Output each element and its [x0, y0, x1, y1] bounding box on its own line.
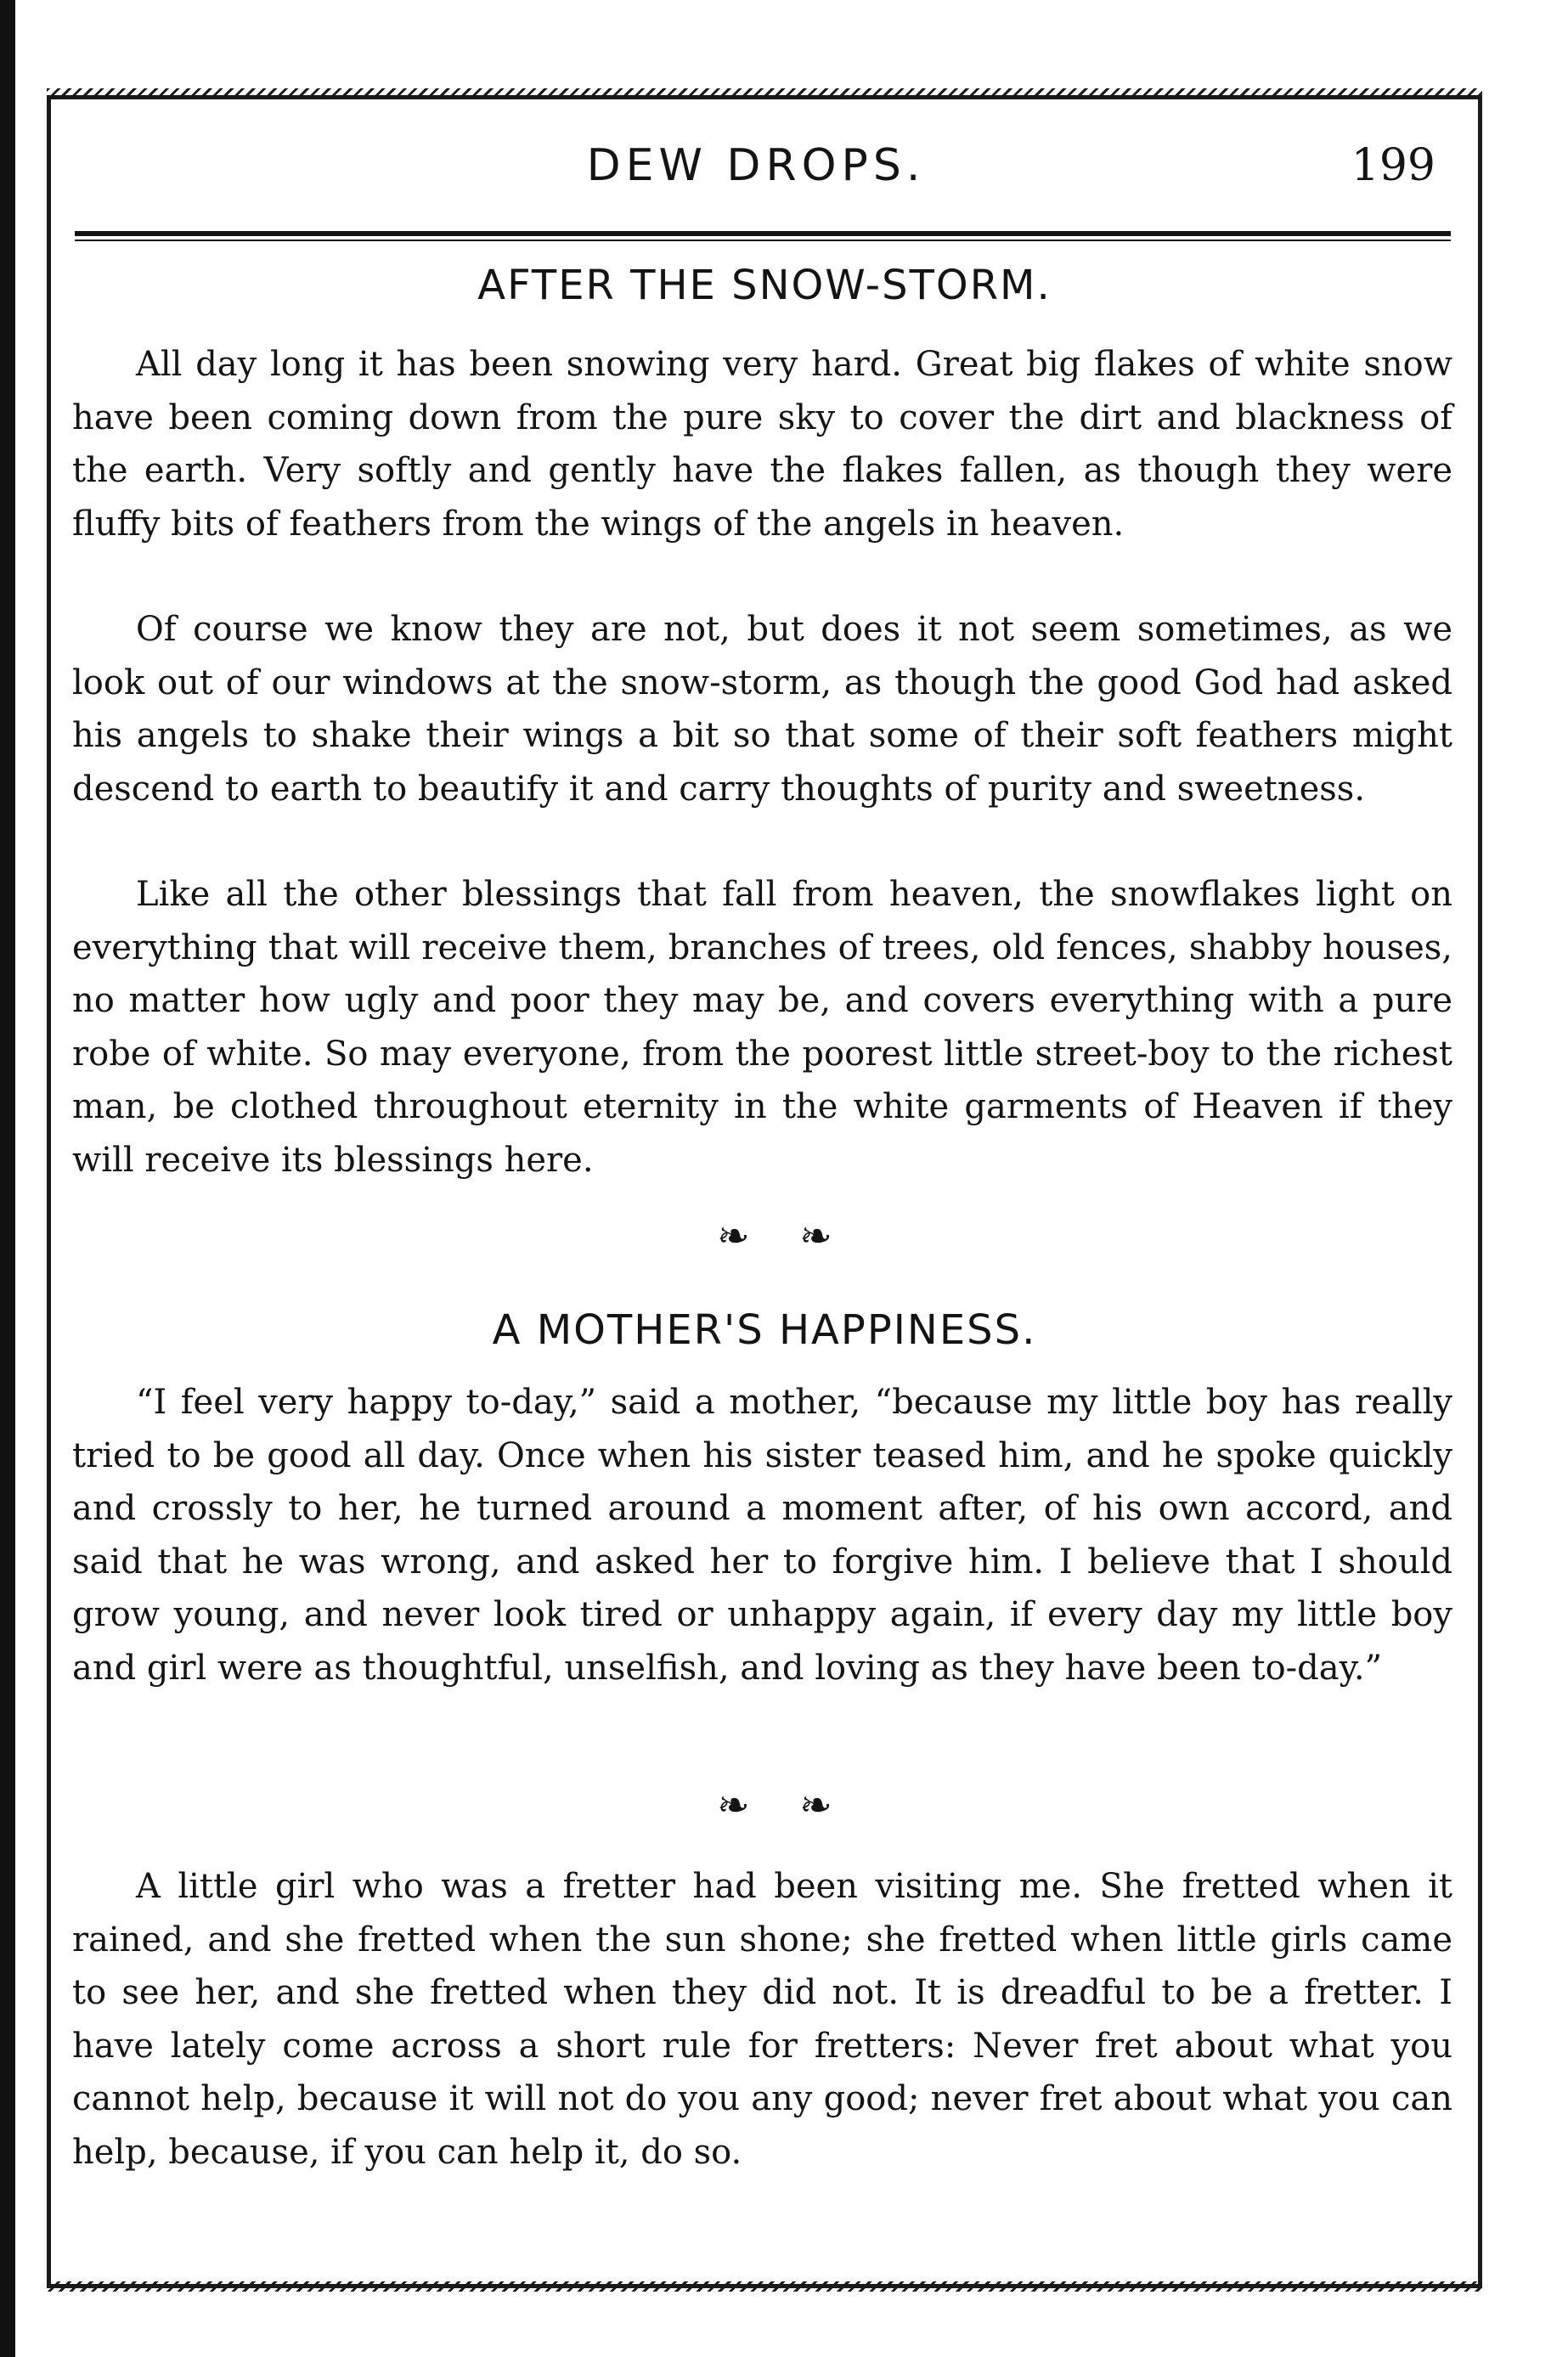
page-number: 199 — [1351, 140, 1435, 191]
header-rule-thin — [75, 240, 1451, 241]
scan-edge-bar — [0, 0, 15, 2357]
ornament-divider: ❧ ❧ — [717, 1213, 851, 1259]
running-title: DEW DROPS. — [586, 140, 926, 191]
paragraph: “I feel very happy to-day,” said a mother, “because my little boy has really tried to be good all day. Once when his sister teased him, and he spoke quickly and crossly to her, he turned around a moment after, of his own accord, and said that he was wrong, and asked her to forgive him. I believe that I should grow young, and never look tired or unhappy again, if every day my little boy and girl were as thoughtful, unselfish, and loving as they have been to-day.” — [72, 1383, 1452, 1688]
paragraph: Like all the other blessings that fall from heaven, the snowflakes light on everything that will receive them, branches of trees, old fences, shabby houses, no matter how ugly and poor they may be, and covers everything with a pure robe of white. So may everyone, from the poorest little street-boy to the richest man, be clothed throughout eternity in the white garments of Heaven if they will receive its blessings here. — [72, 875, 1452, 1180]
page-header — [76, 140, 1435, 208]
frame-border-bottom — [47, 2281, 1482, 2292]
section-title-mothers-happiness: A MOTHER'S HAPPINESS. — [492, 1306, 1037, 1354]
header-rule — [75, 231, 1451, 236]
paragraph: All day long it has been snowing very hard. Great big flakes of white snow have been coming down from the pure sky to cover the dirt and blackness of the earth. Very softly and gently have the flakes fallen, as though they were fluffy bits of feathers from the wings of the angels in heaven. — [72, 345, 1452, 544]
ornament-divider: ❧ ❧ — [717, 1782, 851, 1828]
paragraph: A little girl who was a fretter had been visiting me. She fretted when it rained, and she fretted when the sun shone; she fretted when little girls came to see her, and she fretted when they did not. It is dreadful to be a fretter. I have lately come across a short rule for fretters: Never fret about what you cannot help, because it will not do you any good; never fret about what you can help, because, if you can help it, do so. — [72, 1867, 1452, 2172]
section-title-snow-storm: AFTER THE SNOW-STORM. — [477, 262, 1052, 309]
paragraph: Of course we know they are not, but does it not seem sometimes, as we look out of our windows at the snow-storm, as though the good God had asked his angels to shake their wings a bit so that some of their soft feathers might descend to earth to beautify it and carry thoughts of purity and sweetness. — [72, 610, 1452, 809]
